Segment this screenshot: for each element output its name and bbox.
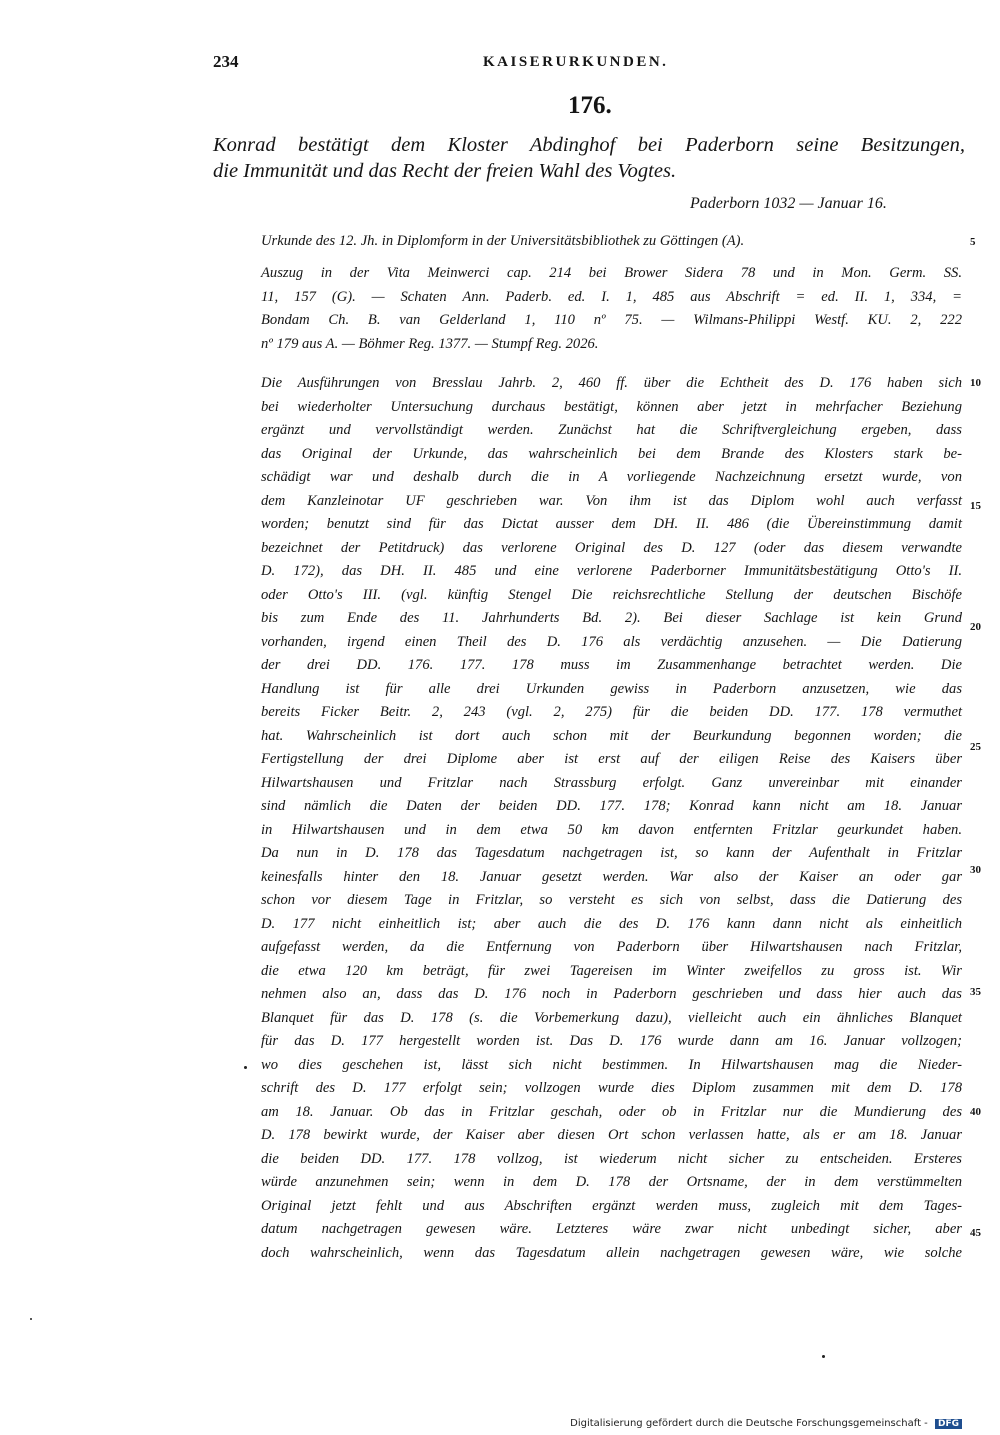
text-line: in Hilwartshausen und in dem etwa 50 km davon entfernten Fritzlar geurkundet haben.: [261, 821, 962, 838]
text-line: das Original der Urkunde, das wahrscheinlich bei dem Brande des Klosters stark be-: [261, 445, 962, 462]
regest-line: Konrad bestätigt dem Kloster Abdinghof bei Paderborn seine Besitzungen,: [213, 134, 965, 156]
margin-line-number: 20: [970, 621, 981, 633]
dateline: Paderborn 1032 — Januar 16.: [690, 195, 887, 212]
margin-line-number: 30: [970, 864, 981, 876]
text-line: Original jetzt fehlt und aus Abschriften ergänzt werden muss, zugleich mit dem Tages-: [261, 1197, 962, 1214]
margin-line-number: 10: [970, 377, 981, 389]
text-line: D. 177 nicht einheitlich ist; aber auch die des D. 176 kann dann nicht als einheitlich: [261, 915, 962, 932]
margin-line-number: 40: [970, 1106, 981, 1118]
text-line: dem Kanzleinotar UF geschrieben war. Von ihm ist das Diplom wohl auch verfasst: [261, 492, 962, 509]
margin-line-number: 15: [970, 500, 981, 512]
text-line: am 18. Januar. Ob das in Fritzlar geschah, oder ob in Fritzlar nur die Mundierung des: [261, 1103, 962, 1120]
text-line: bereits Ficker Beitr. 2, 243 (vgl. 2, 275) für die beiden DD. 177. 178 vermuthet: [261, 704, 962, 720]
page-number: 234: [213, 52, 239, 71]
scan-speck: [244, 1066, 247, 1069]
scan-speck: [822, 1355, 825, 1358]
text-line: oder Otto's III. (vgl. künftig Stengel Die reichsrechtliche Stellung der deutschen Bischöfe: [261, 586, 962, 603]
scan-speck: [30, 1318, 32, 1320]
margin-line-number: 45: [970, 1227, 981, 1239]
running-title: KAISERURKUNDEN.: [483, 54, 669, 70]
text-line: bei wiederholter Untersuchung durchaus bestätigt, können aber jetzt in mehrfacher Beziehung: [261, 398, 962, 415]
footer-credit: [570, 1418, 962, 1429]
text-line: nehmen also an, dass das D. 176 noch in Paderborn geschrieben und dass hier auch das: [261, 986, 962, 1002]
credit-text: Digitalisierung gefördert durch die Deutsche Forschungsgemeinschaft -: [570, 1418, 928, 1429]
document-number: 176.: [568, 92, 612, 119]
text-line: Die Ausführungen von Bresslau Jahrb. 2, 460 ff. über die Echtheit des D. 176 haben sich: [261, 375, 962, 391]
text-line: vorhanden, irgend einen Theil des D. 176 als verdächtig anzusehen. — Die Datierung: [261, 633, 962, 650]
text-line: D. 178 bewirkt wurde, der Kaiser aber diesen Ort schon verlassen hatte, als er am 18. Januar: [261, 1127, 962, 1143]
text-line: Urkunde des 12. Jh. in Diplomform in der Universitätsbibliothek zu Göttingen (A).: [261, 233, 745, 249]
text-line: keinesfalls hinter den 18. Januar gesetzt werden. War also der Kaiser an oder gar: [261, 868, 962, 885]
commentary-paragraph: [261, 372, 962, 1265]
regest-line: die Immunität und das Recht der freien Wahl des Vogtes.: [213, 160, 677, 182]
text-line: 11, 157 (G). — Schaten Ann. Paderb. ed. I. 1, 485 aus Abschrift = ed. II. 1, 334, =: [261, 288, 962, 305]
text-line: Auszug in der Vita Meinwerci cap. 214 bei Brower Sidera 78 und in Mon. Germ. SS.: [261, 265, 962, 281]
text-line: die beiden DD. 177. 178 vollzog, ist wiederum nicht sicher zu entscheiden. Ersteres: [261, 1150, 962, 1167]
text-line: ergänzt und vervollständigt werden. Zunächst hat die Schriftvergleichung ergeben, dass: [261, 422, 962, 438]
regest: [213, 132, 965, 184]
text-line: schrift des D. 177 erfolgt sein; vollzogen wurde dies Diplom zusammen mit dem D. 178: [261, 1080, 962, 1096]
text-line: Da nun in D. 178 das Tagesdatum nachgetragen ist, so kann der Aufenthalt in Fritzlar: [261, 845, 962, 861]
margin-line-number: 25: [970, 741, 981, 753]
text-line: aufgefasst werden, da die Entfernung von Paderborn über Hilwartshausen nach Fritzlar,: [261, 939, 962, 955]
text-line: Bondam Ch. B. van Gelderland 1, 110 nº 75. — Wilmans-Philippi Westf. KU. 2, 222: [261, 312, 962, 328]
text-line: sind nämlich die Daten der beiden DD. 177. 178; Konrad kann nicht am 18. Januar: [261, 798, 962, 814]
tradition-paragraph: [261, 230, 962, 254]
margin-line-number: 5: [970, 236, 976, 248]
text-line: bis zum Ende des 11. Jahrhunderts Bd. 2). Bei dieser Sachlage ist kein Grund: [261, 610, 962, 626]
text-line: Hilwartshausen und Fritzlar nach Strassburg erfolgt. Ganz unvereinbar mit einander: [261, 774, 962, 791]
text-line: der drei DD. 176. 177. 178 muss im Zusammenhange betrachtet werden. Die: [261, 657, 962, 673]
dfg-logo-icon: DFG: [935, 1419, 962, 1429]
text-line: die etwa 120 km beträgt, für zwei Tagereisen im Winter zweifellos zu gross ist. Wir: [261, 962, 962, 979]
text-line: schädigt war und deshalb durch die in A vorliegende Nachzeichnung ersetzt wurde, von: [261, 469, 962, 485]
text-line: datum nachgetragen gewesen wäre. Letzteres wäre zwar nicht unbedingt sicher, aber: [261, 1221, 962, 1237]
text-line: Fertigstellung der drei Diplome aber ist erst auf der eiligen Reise des Kaisers über: [261, 751, 962, 767]
text-line: nº 179 aus A. — Böhmer Reg. 1377. — Stumpf Reg. 2026.: [261, 335, 599, 352]
text-line: schon vor diesem Tage in Fritzlar, so versteht es sich von selbst, dass die Datierung des: [261, 892, 962, 908]
text-line: würde anzunehmen sein; wenn in dem D. 178 der Ortsname, der in dem verstümmelten: [261, 1174, 962, 1190]
text-line: bezeichnet der Petitdruck) das verlorene Original des D. 127 (oder das diesem verwandte: [261, 539, 962, 556]
text-line: hat. Wahrscheinlich ist dort auch schon mit der Beurkundung begonnen worden; die: [261, 727, 962, 744]
text-line: für das D. 177 hergestellt worden ist. Das D. 176 wurde dann am 16. Januar vollzogen;: [261, 1033, 962, 1049]
text-line: doch wahrscheinlich, wenn das Tagesdatum allein nachgetragen gewesen wäre, wie solche: [261, 1244, 962, 1261]
margin-line-number: 35: [970, 986, 981, 998]
text-line: Blanquet für das D. 178 (s. die Vorbemerkung dazu), vielleicht auch ein ähnliches Blanquet: [261, 1009, 962, 1026]
editions-paragraph: [261, 262, 962, 356]
text-line: worden; benutzt sind für das Dictat ausser dem DH. II. 486 (die Übereinstimmung damit: [261, 516, 962, 532]
text-line: D. 172), das DH. II. 485 und eine verlorene Paderborner Immunitätsbestätigung Otto's II.: [261, 563, 962, 579]
text-line: wo dies geschehen ist, lässt sich nicht bestimmen. In Hilwartshausen mag die Nieder-: [261, 1056, 962, 1073]
text-line: Handlung ist für alle drei Urkunden gewiss in Paderborn anzusetzen, wie das: [261, 680, 962, 697]
